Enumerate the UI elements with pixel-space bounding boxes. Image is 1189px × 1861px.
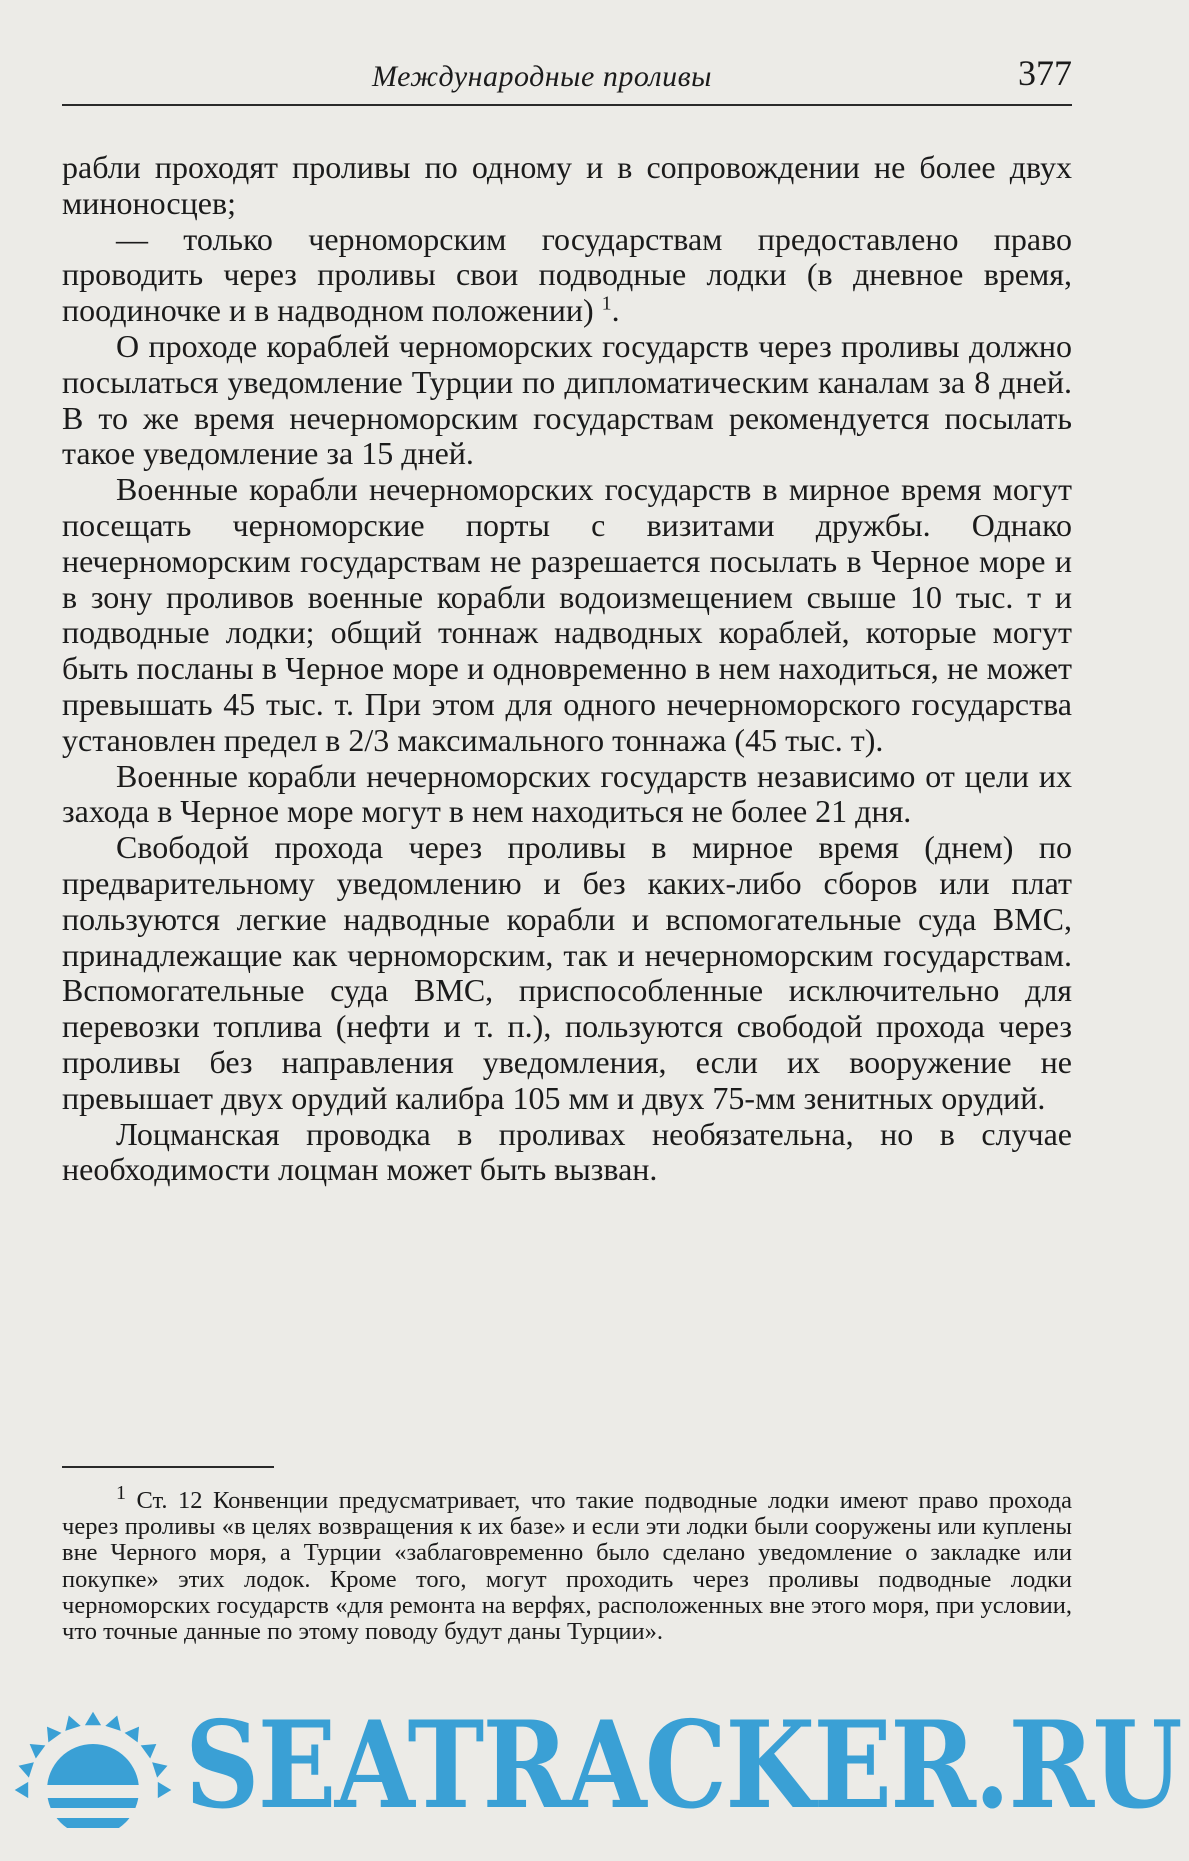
paragraph: Военные корабли нечерноморских государств независимо от цели их захода в Черное море могут в нем находиться не более 21 дня. <box>62 757 1072 830</box>
list-item-end: . <box>611 292 620 329</box>
paragraph: Свободой прохода через проливы в мирное время (днем) по предварительному уведомлению и без каких-либо сборов или плат пользуются легкие надводные корабли и вспомогательные суда ВМС, принадлежащие как черноморским, так и нечерноморским государствам. Вспомогательные суда ВМС, приспособленные исключительно для перевозки топлива (нефти и т. п.), пользуются свободой прохода через проливы без направления уведомления, если их вооружение не превышает двух орудий калибра 105 мм и двух 75-мм зенитных орудий. <box>62 829 1072 1116</box>
paragraph-continued: рабли проходят проливы по одному и в сопровождении не более двух миноносцев; <box>62 149 1072 221</box>
running-title: Международные проливы <box>372 60 712 93</box>
footnote-divider <box>62 1466 274 1468</box>
page-number: 377 <box>1018 53 1072 93</box>
paragraph-list-item <box>62 222 1072 329</box>
main-text <box>62 150 1072 1188</box>
footnote-reference: 1 <box>601 292 612 315</box>
paragraph: Лоцманская проводка в проливах необязательна, но в случае необходимости лоцман может быть вызван. <box>62 1115 1072 1188</box>
footnote <box>62 1481 1072 1646</box>
watermark <box>0 1680 1189 1861</box>
paragraph: Военные корабли нечерноморских государств в мирное время могут посещать черноморские порты с визитами дружбы. Однако нечерноморским государствам не разрешается посылать в Черное море и в зону проливов военные корабли водоизмещением свыше 10 тыс. т и подводные лодки; общий тоннаж надводных кораблей, которые могут быть посланы в Черное море и одновременно в нем находиться, не может превышать 45 тыс. т. При этом для одного нечерноморского государства установлен предел в 2/3 максимального тоннажа (45 тыс. т). <box>62 471 1072 758</box>
list-item-text: — только черноморским государствам предоставлено право проводить через проливы свои подводные лодки (в дневное время, поодиночке и в надводном положении) <box>62 220 1072 329</box>
watermark-text: SEATRACKER.RU <box>185 1695 1181 1836</box>
page-header <box>62 52 1072 106</box>
sun-logo-icon <box>8 1680 178 1861</box>
footnote-text: Ст. 12 Конвенции предусматривает, что такие подводные лодки имеют право прохода через проливы «в целях возвращения к их базе» и если эти лодки были сооружены или куплены вне Черного моря, а Турции «заблаговременно было сделано уведомление о закладке или покупке» этих лодок. Кроме того, могут проходить через проливы подводные лодки черноморских государств «для ремонта на верфях, расположенных вне этого моря, при условии, что точные данные по этому поводу будут даны Турции». <box>62 1487 1072 1646</box>
footnote-marker: 1 <box>116 1481 126 1504</box>
paragraph: О проходе кораблей черноморских государств через проливы должно посылаться уведомление Турции по дипломатическим каналам за 8 дней. В то же время нечерноморским государствам рекомендуется посылать такое уведомление за 15 дней. <box>62 327 1072 472</box>
